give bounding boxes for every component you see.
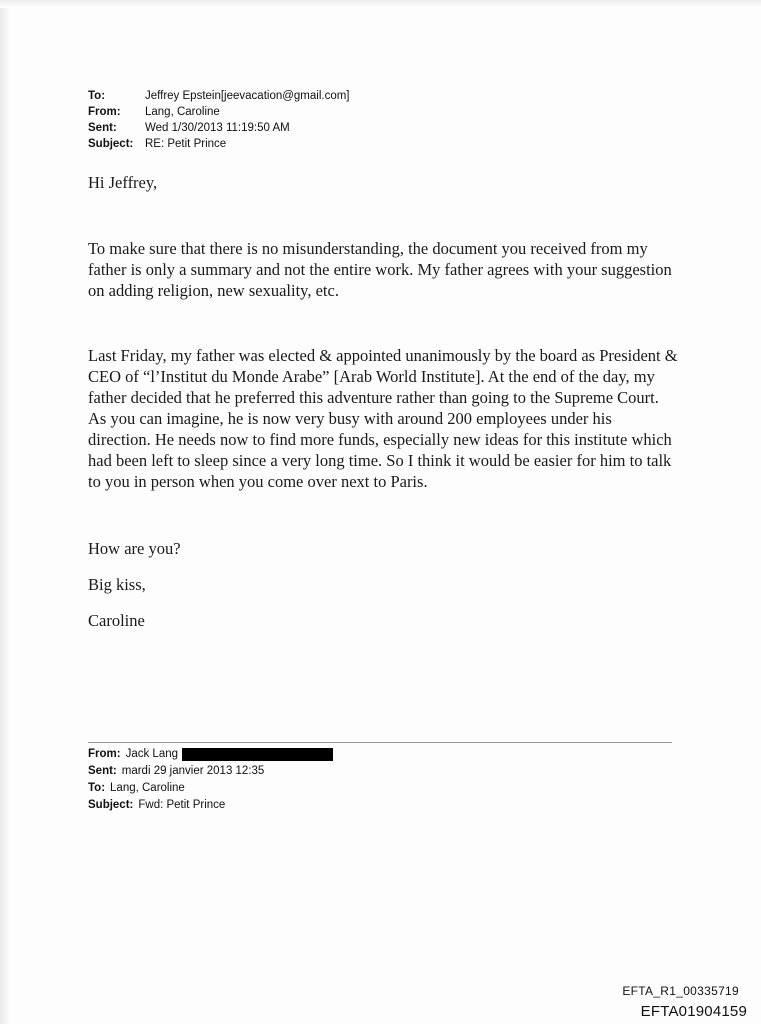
header-value-sent: Wed 1/30/2013 11:19:50 AM [145,122,290,134]
header-row-from [88,104,648,120]
forwarded-value-to: Lang, Caroline [110,782,185,794]
header-label-subject: Subject: [88,138,134,150]
header-row-subject [88,136,648,152]
header-label-sent: Sent: [88,122,117,134]
scan-edge-top [0,0,761,8]
forwarded-label-from: From: [88,748,121,760]
header-row-to [88,88,648,104]
forwarded-header [88,746,648,814]
forwarded-row-from [88,746,648,763]
forwarded-row-subject [88,797,648,814]
body-greeting: Hi Jeffrey, [88,173,158,192]
email-header [88,88,648,152]
header-label-to: To: [88,90,106,102]
body-paragraph-2: Last Friday, my father was elected & appointed unanimously by the board as President & CEO of “l’Institut du Monde Arabe” [Arab World Institute]. At the end of the day, my father decided that he preferred this adventure rather than going to the Supreme Court. As you can imagine, he is now very busy with around 200 employees under his direction. He needs now to find more funds, especially new ideas for this institute which had been left to sleep since a very long time. So I think it would be easier for him to talk to you in person when you come over next to Paris. [88,346,678,491]
redaction-bar [182,748,333,761]
body-signature: Caroline [88,611,145,630]
bates-number-top: EFTA_R1_00335719 [622,984,739,998]
scan-edge-left [0,0,10,1024]
forwarded-label-sent: Sent: [88,765,117,777]
forwarded-label-subject: Subject: [88,799,134,811]
forwarded-value-subject: Fwd: Petit Prince [138,799,226,811]
forwarded-label-to: To: [88,782,106,794]
header-value-subject: RE: Petit Prince [145,138,227,150]
section-divider [88,742,672,743]
email-body [88,172,678,631]
header-label-from: From: [88,106,121,118]
body-closing: Big kiss, [88,575,146,594]
header-value-to: Jeffrey Epstein[jeevacation@gmail.com] [145,90,350,102]
bates-number-bottom: EFTA01904159 [640,1003,747,1020]
forwarded-row-sent [88,763,648,780]
forwarded-row-to [88,780,648,797]
header-row-sent [88,120,648,136]
body-question: How are you? [88,539,181,558]
body-paragraph-1: To make sure that there is no misunderstanding, the document you received from my father is only a summary and not the entire work. My father agrees with your suggestion on adding religion, new sexuality, etc. [88,239,672,300]
forwarded-value-sent: mardi 29 janvier 2013 12:35 [121,765,265,777]
forwarded-value-from: Jack Lang [125,748,179,760]
header-value-from: Lang, Caroline [145,106,220,118]
